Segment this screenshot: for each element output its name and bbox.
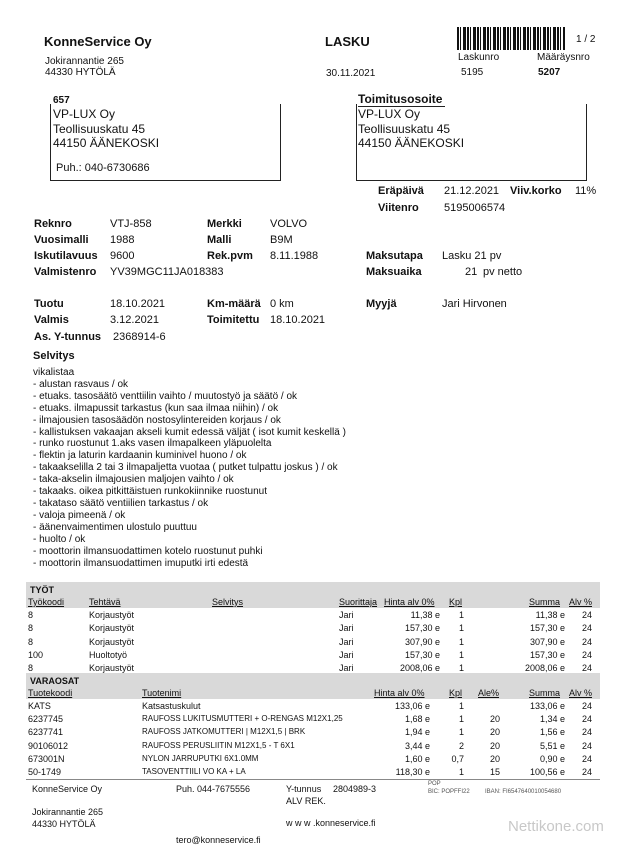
- footer-bic: BIC: POPFFI22: [428, 789, 470, 795]
- work-qty: 1: [459, 650, 465, 660]
- part-price: 3,44 e: [404, 741, 430, 751]
- part-price: 1,94 e: [404, 727, 430, 737]
- work-task: Korjaustyöt: [89, 663, 135, 673]
- engine-size-label: Iskutilavuus: [34, 250, 98, 262]
- explanation-title: Selvitys: [33, 350, 75, 362]
- work-sum: 307,90 e: [529, 637, 565, 647]
- payment-term-label: Maksuaika: [366, 266, 422, 278]
- footer-iban: IBAN: FI6547640010054680: [485, 789, 562, 795]
- footer-vat-registered: ALV REK.: [286, 796, 326, 806]
- work-col-sum: Summa: [529, 597, 561, 607]
- company-address-line1: Jokirannantie 265: [45, 56, 124, 67]
- work-vat: 24: [582, 650, 593, 660]
- customer-taxid: 2368914-6: [113, 331, 166, 343]
- make-label: Merkki: [207, 218, 242, 230]
- work-sum: 157,30 e: [529, 623, 565, 633]
- model-year-label: Vuosimalli: [34, 234, 89, 246]
- part-discount: 20: [489, 754, 500, 764]
- explanation-line: - takaakselilla 2 tai 3 ilmapaljetta vuotaa ( putket tulpattu joskus ) / ok: [33, 462, 338, 474]
- parts-col-discount: Ale%: [478, 688, 500, 698]
- parts-col-qty: Kpl: [449, 688, 463, 698]
- due-date: 21.12.2021: [444, 185, 500, 197]
- part-name: RAUFOSS JATKOMUTTERI | M12X1,5 | BRK: [142, 727, 306, 736]
- seller-name: Jari Hirvonen: [442, 298, 507, 310]
- model: B9M: [270, 234, 293, 246]
- work-task: Korjaustyöt: [89, 610, 135, 620]
- page-number: 1 / 2: [576, 34, 596, 45]
- payment-term-days: 21: [465, 266, 478, 278]
- explanation-line: - moottorin ilmansuodattimen imuputki irti edestä: [33, 557, 249, 569]
- work-qty: 1: [459, 623, 465, 633]
- footer-address-line1: Jokirannantie 265: [32, 807, 104, 817]
- work-qty: 1: [459, 610, 465, 620]
- make: VOLVO: [270, 218, 308, 230]
- customer-city: 44150 ÄÄNEKOSKI: [53, 136, 160, 150]
- parts-header-band: [26, 673, 600, 699]
- work-code: 8: [28, 637, 34, 647]
- explanation-line: - valoja pimeenä / ok: [33, 509, 126, 521]
- part-vat: 24: [582, 727, 593, 737]
- part-sum: 1,56 e: [539, 727, 565, 737]
- order-number-label: Määräysnro: [537, 52, 590, 63]
- company-name: KonneService Oy: [44, 34, 152, 49]
- barcode-icon: [457, 27, 565, 50]
- explanation-line: - takataso säätö ventiilien tarkastus / ok: [33, 497, 209, 509]
- part-price: 118,30 e: [395, 767, 430, 777]
- part-name: RAUFOSS PERUSLIITIN M12X1,5 - T 6X1: [142, 741, 295, 750]
- invoice-date: 30.11.2021: [326, 68, 376, 79]
- delivery-city: 44150 ÄÄNEKOSKI: [358, 136, 465, 150]
- registration-date-label: Rek.pvm: [207, 250, 253, 262]
- work-vat: 24: [582, 610, 593, 620]
- work-code: 8: [28, 663, 34, 673]
- work-code: 8: [28, 623, 34, 633]
- work-performer: Jari: [339, 623, 354, 633]
- payment-method: Lasku 21 pv: [442, 250, 502, 262]
- engine-size: 9600: [110, 250, 135, 262]
- registration-date: 8.11.1988: [270, 250, 319, 262]
- part-code: 90106012: [28, 741, 69, 751]
- payment-method-label: Maksutapa: [366, 250, 423, 262]
- reg-number-label: Reknro: [34, 218, 72, 230]
- reference-number: 5195006574: [444, 202, 506, 214]
- km-reading: 0 km: [270, 298, 294, 310]
- explanation-line: vikalistaa: [33, 367, 75, 378]
- work-vat: 24: [582, 623, 593, 633]
- explanation-line: - ilmajousien tasosäädön nostosylintereiden korjaus / ok: [33, 414, 281, 426]
- part-qty: 0,7: [451, 754, 464, 764]
- part-qty: 2: [458, 741, 464, 751]
- model-label: Malli: [207, 234, 232, 246]
- part-discount: 20: [489, 741, 500, 751]
- seller-label: Myyjä: [366, 298, 397, 310]
- explanation-lines: [33, 367, 346, 569]
- work-price: 307,90 e: [404, 637, 440, 647]
- work-performer: Jari: [339, 663, 354, 673]
- company-address-line2: 44330 HYTÖLÄ: [45, 67, 116, 78]
- work-col-qty: Kpl: [449, 597, 463, 607]
- explanation-line: - taka-akselin ilmajousien maljojen vaihto / ok: [33, 474, 234, 486]
- work-section-title: TYÖT: [30, 585, 54, 595]
- invoice-number-label: Laskunro: [458, 52, 500, 63]
- explanation-line: - alustan rasvaus / ok: [33, 378, 129, 390]
- part-code: 673001N: [28, 754, 65, 764]
- part-sum: 100,56 e: [529, 767, 565, 777]
- work-col-vat: Alv %: [569, 597, 593, 607]
- work-price: 157,30 e: [404, 650, 440, 660]
- footer-company: KonneService Oy: [32, 784, 103, 794]
- part-code: 6237741: [28, 727, 64, 737]
- footer-address-line2: 44330 HYTÖLÄ: [32, 819, 96, 829]
- reference-label: Viitenro: [378, 202, 419, 214]
- explanation-line: - etuaks. ilmapussit tarkastus (kun saa ilmaa niihin) / ok: [33, 402, 279, 414]
- part-discount: 20: [489, 727, 500, 737]
- part-price: 1,60 e: [404, 754, 430, 764]
- part-code: KATS: [28, 701, 51, 711]
- explanation-line: - äänenvaimentimen ulostulo puuttuu: [33, 521, 197, 533]
- customer-street: Teollisuuskatu 45: [53, 122, 146, 136]
- vin-label: Valmistenro: [34, 266, 97, 278]
- model-year: 1988: [110, 234, 135, 246]
- footer-website[interactable]: w w w .konneservice.fi: [286, 818, 376, 828]
- work-task: Korjaustyöt: [89, 623, 135, 633]
- work-performer: Jari: [339, 610, 354, 620]
- part-code: 50-1749: [28, 767, 62, 777]
- work-vat: 24: [582, 637, 593, 647]
- parts-col-name: Tuotenimi: [142, 688, 182, 698]
- part-qty: 1: [458, 714, 464, 724]
- customer-taxid-label: As. Y-tunnus: [34, 331, 102, 343]
- part-sum: 5,51 e: [539, 741, 565, 751]
- work-col-task: Tehtävä: [89, 597, 121, 607]
- customer-phone: Puh.: 040-6730686: [56, 162, 150, 174]
- work-vat: 24: [582, 663, 593, 673]
- part-vat: 24: [582, 767, 593, 777]
- work-task: Korjaustyöt: [89, 637, 135, 647]
- work-code: 8: [28, 610, 34, 620]
- part-vat: 24: [582, 741, 593, 751]
- customer-name: VP-LUX Oy: [53, 107, 116, 121]
- penalty-interest-label: Viiv.korko: [510, 185, 562, 197]
- part-sum: 133,06 e: [529, 701, 565, 711]
- km-label: Km-määrä: [207, 298, 261, 310]
- payment-term-text: pv netto: [483, 266, 523, 278]
- work-price: 157,30 e: [404, 623, 440, 633]
- work-sum: 157,30 e: [529, 650, 565, 660]
- part-vat: 24: [582, 714, 593, 724]
- penalty-interest: 11%: [575, 185, 597, 197]
- footer-email[interactable]: tero@konneservice.fi: [176, 835, 261, 845]
- part-sum: 0,90 e: [539, 754, 565, 764]
- parts-col-code: Tuotekoodi: [28, 688, 73, 698]
- work-performer: Jari: [339, 637, 354, 647]
- part-vat: 24: [582, 754, 593, 764]
- footer-bank: POP: [428, 781, 441, 787]
- work-col-explanation: Selvitys: [212, 597, 244, 607]
- work-performer: Jari: [339, 650, 354, 660]
- footer-taxid-label: Y-tunnus: [286, 784, 322, 794]
- explanation-line: - huolto / ok: [33, 533, 86, 545]
- vin: YV39MGC11JA018383: [110, 266, 224, 278]
- delivery-label: Toimitusosoite: [358, 92, 445, 107]
- part-name: RAUFOSS LUKITUSMUTTERI + O-RENGAS M12X1,25: [142, 714, 343, 723]
- arrived-label: Tuotu: [34, 298, 64, 310]
- work-qty: 1: [459, 637, 465, 647]
- part-vat: 24: [582, 701, 593, 711]
- work-sum: 2008,06 e: [524, 663, 565, 673]
- parts-col-vat: Alv %: [569, 688, 593, 698]
- explanation-line: - etuaks. tasosäätö venttiilin vaihto / muutostyö ja säätö / ok: [33, 390, 298, 402]
- work-task: Huoltotyö: [89, 650, 128, 660]
- footer-phone: Puh. 044-7675556: [176, 784, 251, 794]
- part-qty: 1: [458, 767, 464, 777]
- explanation-line: - moottorin ilmansuodattimen kotelo ruostunut puhki: [33, 545, 263, 557]
- arrived-date: 18.10.2021: [110, 298, 166, 310]
- explanation-line: - kallistuksen vakaajan akseli kumit edessä väljät ( isot kumit keskellä ): [33, 426, 346, 438]
- explanation-line: - runko ruostunut 1.aks vasen ilmapalkeen yläpuolelta: [33, 438, 272, 450]
- parts-col-price: Hinta alv 0%: [374, 688, 425, 698]
- reg-number: VTJ-858: [110, 218, 152, 230]
- parts-col-sum: Summa: [529, 688, 561, 698]
- work-price: 2008,06 e: [399, 663, 440, 673]
- part-price: 133,06 e: [394, 701, 430, 711]
- part-qty: 1: [458, 727, 464, 737]
- part-name: TASOVENTTIILI VO KA + LA: [142, 767, 246, 776]
- delivered-date: 18.10.2021: [270, 314, 326, 326]
- work-sum: 11,38 e: [535, 610, 565, 620]
- part-name: NYLON JARRUPUTKI 6X1.0MM: [142, 754, 259, 763]
- work-code: 100: [28, 650, 44, 660]
- document-title: LASKU: [325, 34, 370, 49]
- work-qty: 1: [459, 663, 465, 673]
- delivery-street: Teollisuuskatu 45: [358, 122, 451, 136]
- due-date-label: Eräpäivä: [378, 185, 424, 197]
- watermark-logo: Nettikone.com: [508, 818, 604, 835]
- part-discount: 15: [489, 767, 500, 777]
- customer-number: 657: [53, 95, 73, 106]
- work-col-performer: Suorittaja: [339, 597, 378, 607]
- work-col-code: Työkoodi: [28, 597, 65, 607]
- invoice-number: 5195: [461, 67, 484, 78]
- part-price: 1,68 e: [404, 714, 430, 724]
- parts-section-title: VARAOSAT: [30, 676, 80, 686]
- work-col-price: Hinta alv 0%: [384, 597, 435, 607]
- part-discount: 20: [489, 714, 500, 724]
- work-price: 11,38 e: [410, 610, 440, 620]
- delivered-label: Toimitettu: [207, 314, 260, 326]
- ready-date: 3.12.2021: [110, 314, 159, 326]
- footer-taxid: 2804989-3: [333, 784, 377, 794]
- ready-label: Valmis: [34, 314, 69, 326]
- explanation-line: - flektin ja laturin kardaanin kuminivel huono / ok: [33, 450, 247, 462]
- explanation-line: - takaaks. oikea pitkittäistuen runkokiinnike ruostunut: [33, 486, 268, 498]
- delivery-name: VP-LUX Oy: [358, 107, 421, 121]
- part-qty: 1: [458, 701, 464, 711]
- footer-divider: [26, 779, 600, 780]
- part-code: 6237745: [28, 714, 64, 724]
- part-name: Katsastuskulut: [142, 701, 201, 711]
- order-number: 5207: [538, 67, 561, 78]
- part-sum: 1,34 e: [539, 714, 565, 724]
